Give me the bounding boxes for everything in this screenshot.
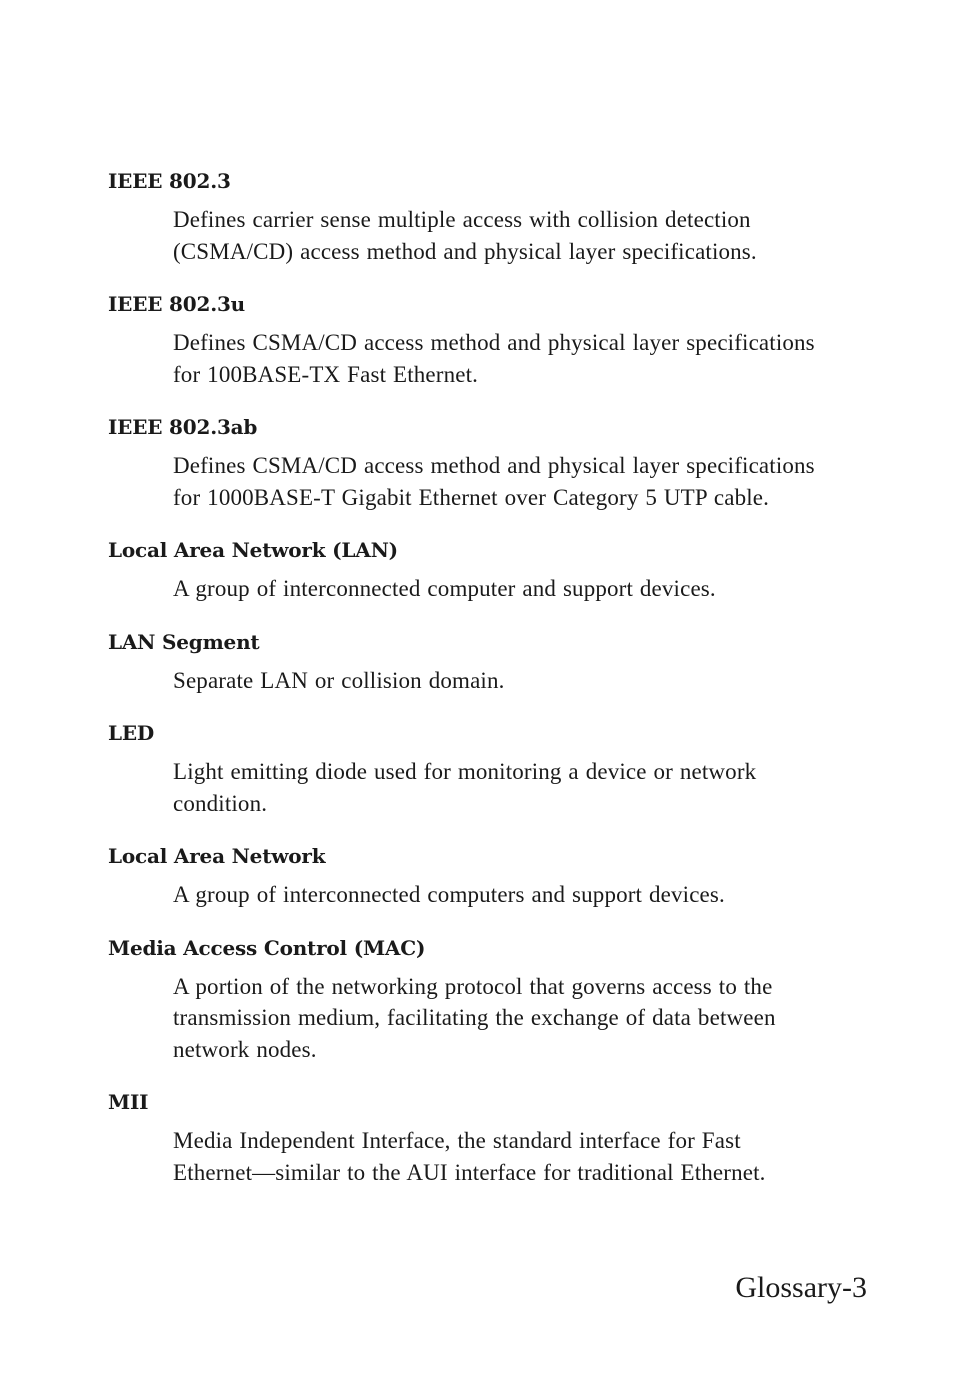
definition-line: A portion of the networking protocol that governs access to the: [173, 973, 773, 999]
definition-line: A group of interconnected computer and support devices.: [173, 576, 716, 601]
glossary-definition: [173, 665, 878, 697]
definition-line: transmission medium, facilitating the exchange of data between: [173, 1005, 776, 1030]
glossary-term: MII: [108, 1090, 149, 1114]
glossary-term: Media Access Control (MAC): [108, 935, 426, 960]
glossary-term: IEEE 802.3: [108, 169, 231, 193]
definition-line: for 1000BASE-T Gigabit Ethernet over Category 5 UTP cable.: [173, 484, 770, 510]
glossary-entry: [108, 933, 878, 1066]
glossary-entry: [108, 289, 878, 390]
glossary-entry: [108, 1087, 878, 1188]
definition-line: condition.: [173, 790, 268, 816]
definition-line: for 100BASE-TX Fast Ethernet.: [173, 361, 479, 387]
glossary-definition: [173, 204, 878, 267]
glossary-entry: [108, 535, 878, 605]
glossary-term: LAN Segment: [108, 629, 260, 654]
glossary-definition: [173, 879, 878, 911]
glossary-entry: [108, 718, 878, 819]
glossary-definition: [173, 450, 878, 513]
definition-line: Ethernet—similar to the AUI interface for traditional Ethernet.: [173, 1159, 766, 1185]
glossary-entry: [108, 412, 878, 513]
definition-line: (CSMA/CD) access method and physical layer specifications.: [173, 238, 757, 264]
glossary-term: LED: [108, 721, 155, 745]
definition-line: Defines CSMA/CD access method and physical layer specifications: [173, 330, 815, 355]
glossary-entry: [108, 166, 878, 267]
page-number: Glossary-3: [735, 1271, 867, 1304]
glossary-term: IEEE 802.3u: [108, 292, 246, 316]
glossary-term: IEEE 802.3ab: [108, 415, 258, 439]
definition-line: network nodes.: [173, 1036, 317, 1062]
definition-line: A group of interconnected computers and support devices.: [173, 882, 725, 907]
definition-line: Defines CSMA/CD access method and physical layer specifications: [173, 453, 815, 478]
definition-line: Defines carrier sense multiple access with collision detection: [173, 207, 751, 232]
glossary-definition: [173, 756, 878, 819]
glossary-definition: [173, 971, 878, 1066]
glossary-definition: [173, 327, 878, 390]
definition-line: Media Independent Interface, the standard interface for Fast: [173, 1128, 741, 1153]
glossary-definition: [173, 1125, 878, 1188]
definition-line: Light emitting diode used for monitoring a device or network: [173, 759, 757, 784]
glossary-term: Local Area Network (LAN): [108, 538, 398, 562]
glossary-entry: [108, 841, 878, 911]
glossary-definition: [173, 573, 878, 605]
glossary-entry: [108, 627, 878, 697]
glossary-term: Local Area Network: [108, 844, 326, 868]
glossary-list: [108, 166, 878, 1210]
definition-line: Separate LAN or collision domain.: [173, 667, 505, 693]
